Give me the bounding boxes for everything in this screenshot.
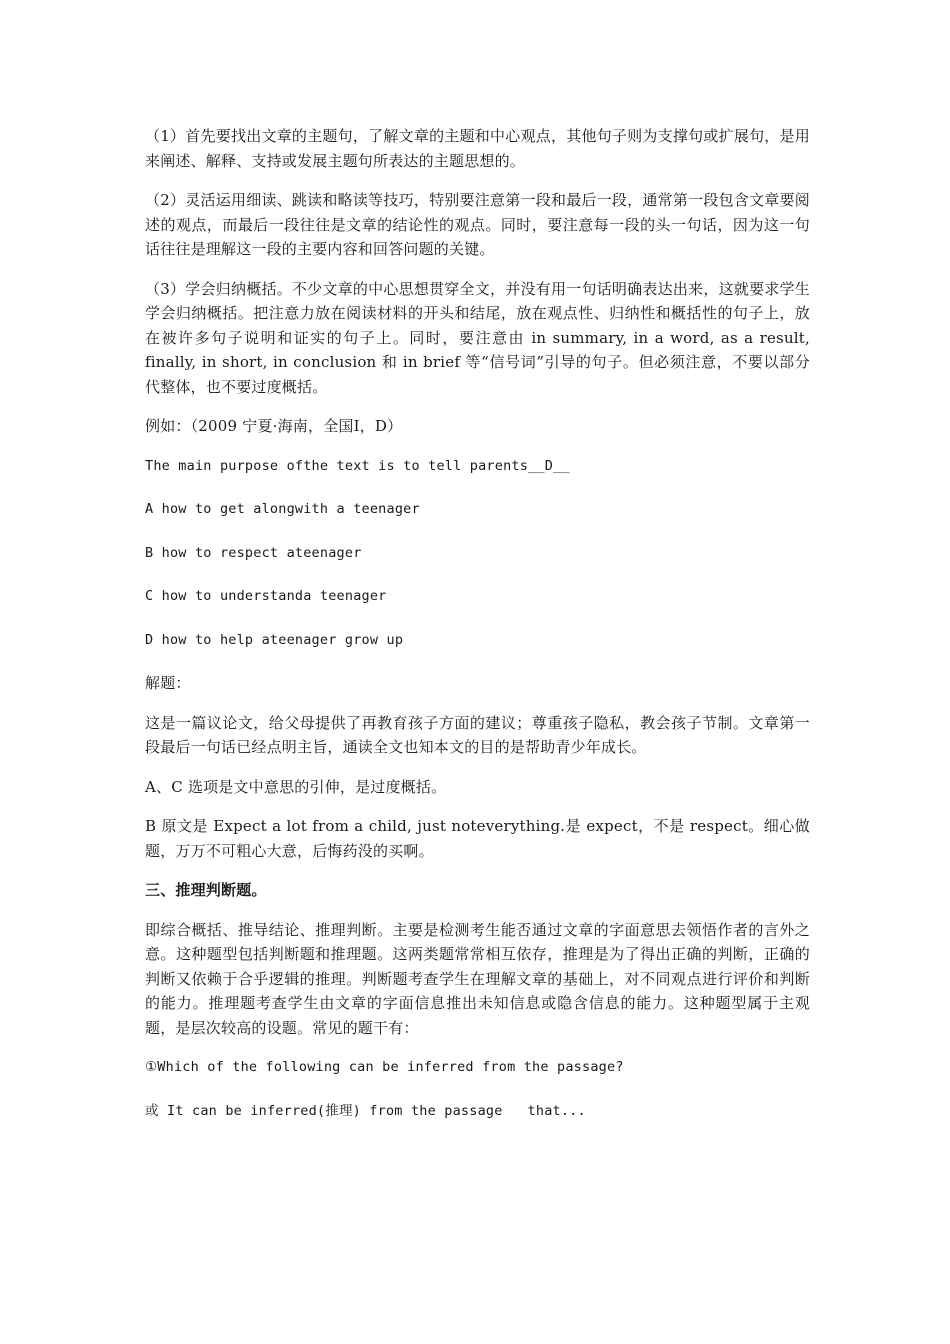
option-a: A how to get alongwith a teenager bbox=[145, 501, 420, 517]
solution-paragraph-2: A、C 选项是文中意思的引伸，是过度概括。 bbox=[145, 777, 447, 796]
option-b: B how to respect ateenager bbox=[145, 544, 362, 561]
question-stem-1: ①Which of the following can be inferred from the passage? bbox=[145, 1059, 624, 1075]
section-heading: 三、推理判断题。 bbox=[145, 881, 267, 899]
question-stem: The main purpose ofthe text is to tell parents__D__ bbox=[145, 457, 570, 474]
question-stem-2: 或 It can be inferred(推理) from the passage that... bbox=[145, 1102, 586, 1119]
solution-label: 解题： bbox=[145, 674, 191, 692]
example-label: 例如：（2009 宁夏·海南，全国Ⅰ，D） bbox=[145, 417, 403, 435]
paragraph-3: （3）学会归纳概括。不少文章的中心思想贯穿全文，并没有用一句话明确表达出来，这就要求学生学会归纳概括。把注意力放在阅读材料的开头和结尾，放在观点性、归纳性和概括性的句子上，放在被许多句子说明和证实的句子上。同时，要注意由 in summary, in a word, as a result, finally, in short, in conclusion 和 in brief 等“信号词”引导的句子。但必须注意，不要以部分代整体，也不要过度概括。 bbox=[145, 279, 810, 396]
paragraph-1: （1）首先要找出文章的主题句，了解文章的主题和中心观点，其他句子则为支撑句或扩展句，是用来阐述、解释、支持或发展主题句所表达的主题思想的。 bbox=[145, 127, 810, 170]
option-c: C how to understanda teenager bbox=[145, 588, 387, 604]
document-page bbox=[145, 124, 810, 1142]
option-d: D how to help ateenager grow up bbox=[145, 631, 404, 648]
solution-paragraph-1: 这是一篇议论文，给父母提供了再教育孩子方面的建议；尊重孩子隐私，教会孩子节制。文章第一段最后一句话已经点明主旨，通读全文也知本文的目的是帮助青少年成长。 bbox=[145, 713, 810, 756]
paragraph-2: （2）灵活运用细读、跳读和略读等技巧，特别要注意第一段和最后一段，通常第一段包含文章要阅述的观点，而最后一段往往是文章的结论性的观点。同时，要注意每一段的头一句话，因为这一句话往往是理解这一段的主要内容和回答问题的关键。 bbox=[145, 191, 810, 258]
section-intro: 即综合概括、推导结论、推理判断。主要是检测考生能否通过文章的字面意思去领悟作者的言外之意。这种题型包括判断题和推理题。这两类题常常相互依存，推理是为了得出正确的判断，正确的判断又依赖于合乎逻辑的推理。判断题考查学生在理解文章的基础上，对不同观点进行评价和判断的能力。推理题考查学生由文章的字面信息推出未知信息或隐含信息的能力。这种题型属于主观题，是层次较高的设题。常见的题干有： bbox=[145, 920, 810, 1037]
solution-paragraph-3: B 原文是 Expect a lot from a child, just noteverything.是 expect，不是 respect。细心做题，万万不可粗心大意，后悔药没的买啊。 bbox=[145, 817, 810, 860]
